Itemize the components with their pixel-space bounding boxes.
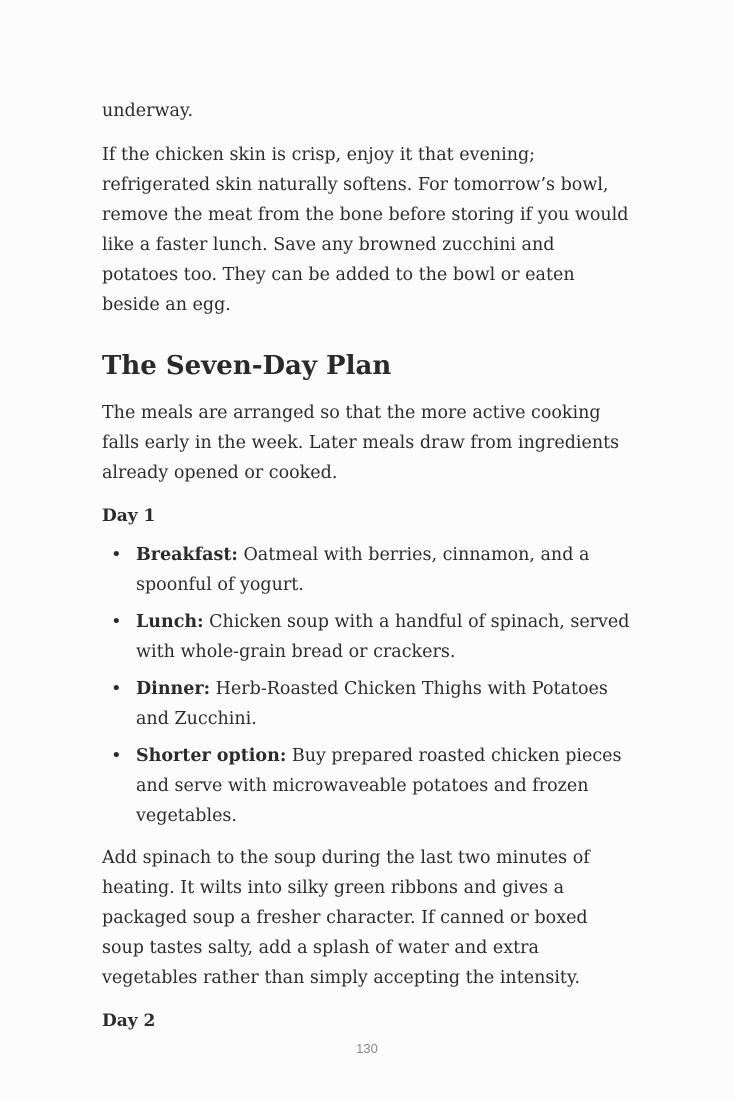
list-item-shorter-option: [102, 741, 634, 831]
page-number: 130: [356, 1041, 378, 1056]
paragraph-chicken-skin: If the chicken skin is crisp, enjoy it that evening; refrigerated skin naturally softens. For tomorrow’s bowl, remove the meat from the bone before storing if you would like a faster lunch. Save any browned zucchini and potatoes too. They can be added to the bowl or eaten beside an egg.: [102, 145, 629, 315]
bullet-icon: •: [111, 745, 122, 766]
meal-text: Chicken soup with a handful of spinach, served with whole-grain bread or crackers.: [136, 612, 630, 662]
meal-text: Buy prepared roasted chicken pieces and serve with microwaveable potatoes and frozen vegetables.: [136, 746, 622, 826]
meal-text: Herb-Roasted Chicken Thighs with Potatoes and Zucchini.: [136, 679, 608, 729]
bullet-icon: •: [111, 544, 122, 565]
day-1-label: Day 1: [102, 506, 156, 526]
top-fragment: underway.: [102, 101, 194, 121]
paragraph-spinach-soup: Add spinach to the soup during the last two minutes of heating. It wilts into silky green ribbons and gives a packaged soup a fresher character. If canned or boxed soup tastes salty, add a splash of water and extra vegetables rather than simply accepting the intensity.: [102, 848, 590, 988]
list-item-breakfast: [102, 540, 634, 600]
bullet-icon: •: [111, 678, 122, 699]
list-item-lunch: [102, 607, 634, 667]
page-content: [102, 96, 634, 1045]
bullet-icon: •: [111, 611, 122, 632]
section-heading: The Seven-Day Plan: [102, 351, 392, 381]
meal-label: Dinner:: [136, 679, 211, 699]
paragraph-plan-intro: The meals are arranged so that the more active cooking falls early in the week. Later meals draw from ingredients already opened or cooked.: [102, 403, 620, 483]
list-item-dinner: [102, 674, 634, 734]
meal-label: Shorter option:: [136, 746, 287, 766]
meal-text: Oatmeal with berries, cinnamon, and a spoonful of yogurt.: [136, 545, 590, 595]
day-2-label: Day 2: [102, 1011, 156, 1031]
day-1-meal-list: [102, 540, 634, 831]
meal-label: Lunch:: [136, 612, 204, 632]
meal-label: Breakfast:: [136, 545, 238, 565]
